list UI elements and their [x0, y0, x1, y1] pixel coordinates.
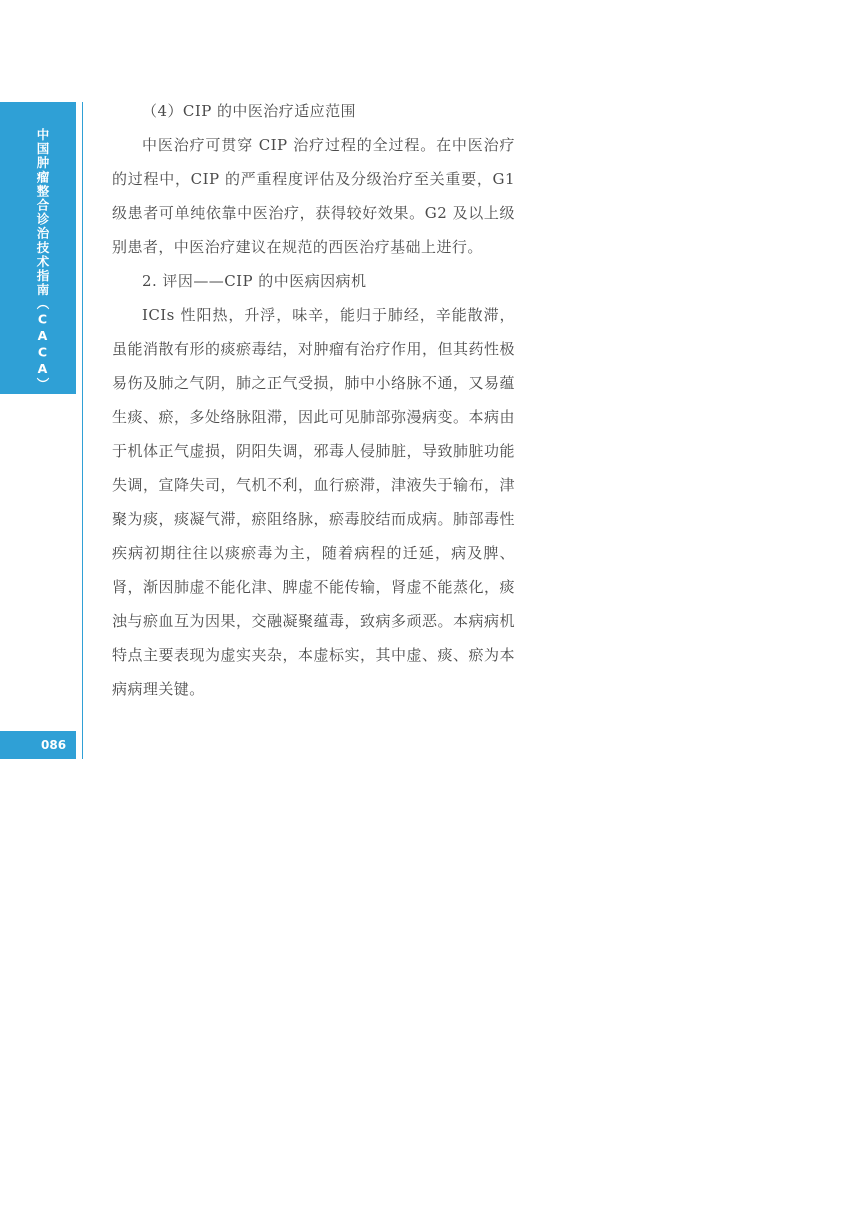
- document-body: [112, 94, 515, 706]
- paragraph-tcm-treatment: 中医治疗可贯穿 CIP 治疗过程的全过程。在中医治疗的过程中，CIP 的严重程度评估及分级治疗至关重要，G1 级患者可单纯依靠中医治疗，获得较好效果。G2 及以上级别患者，中医治疗建议在规范的西医治疗基础上进行。: [112, 136, 515, 256]
- paragraph-etiology: ICIs 性阳热，升浮，味辛，能归于肺经，辛能散滞，虽能消散有形的痰瘀毒结，对肿瘤有治疗作用，但其药性极易伤及肺之气阴，肺之正气受损，肺中小络脉不通，又易蕴生痰、瘀，多处络脉阻滞，因此可见肺部弥漫病变。本病由于机体正气虚损，阴阳失调，邪毒人侵肺脏，导致肺脏功能失调，宣降失司，气机不利，血行瘀滞，津液失于输布，津聚为痰，痰凝气滞，瘀阻络脉，瘀毒胶结而成病。肺部毒性疾病初期往往以痰瘀毒为主，随着病程的迁延，病及脾、肾，渐因肺虚不能化津、脾虚不能传输，肾虚不能蒸化，痰浊与瘀血互为因果，交融凝聚蕴毒，致病多顽恶。本病病机特点主要表现为虚实夹杂，本虚标实，其中虚、痰、瘀为本病病理关键。: [112, 306, 515, 698]
- page-number: 086: [41, 738, 67, 752]
- vertical-divider: [82, 102, 83, 759]
- section-heading-cip-tcm-scope: （4）CIP 的中医治疗适应范围: [142, 102, 357, 120]
- section-heading-cip-etiology: 2. 评因——CIP 的中医病因病机: [142, 272, 367, 290]
- sidebar-book-title: 中国肿瘤整合诊治技术指南（CACA）: [35, 128, 50, 392]
